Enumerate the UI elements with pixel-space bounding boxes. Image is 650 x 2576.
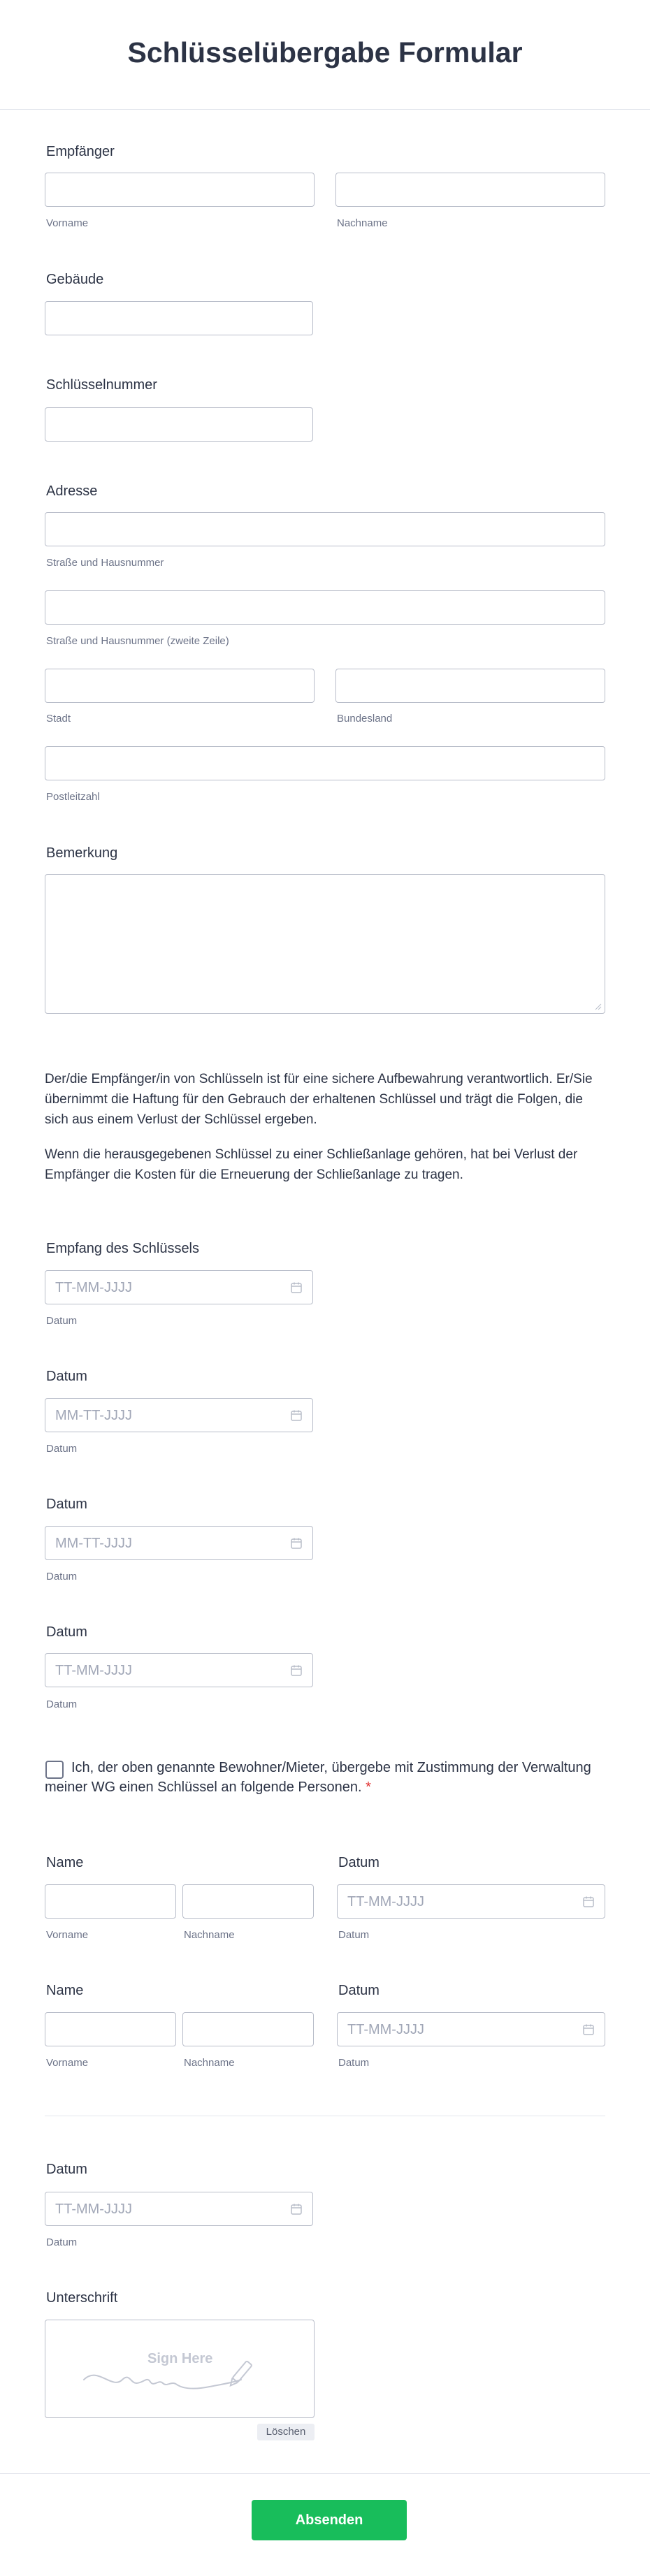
required-mark: * xyxy=(366,1780,371,1795)
calendar-icon[interactable] xyxy=(582,1895,595,1908)
person-2-name-label: Name xyxy=(46,1983,84,1998)
header-divider xyxy=(0,109,650,110)
key-receipt-date-input[interactable] xyxy=(45,1270,313,1304)
calendar-icon[interactable] xyxy=(290,1664,303,1677)
recipient-last-name-input[interactable] xyxy=(335,173,605,207)
person-1-last-sublabel: Nachname xyxy=(184,1929,235,1941)
street-input[interactable] xyxy=(45,512,605,546)
recipient-label: Empfänger xyxy=(46,144,115,159)
building-input[interactable] xyxy=(45,301,313,335)
recipient-last-sublabel: Nachname xyxy=(337,217,388,229)
date-placeholder: TT-MM-JJJJ xyxy=(55,1663,132,1678)
remark-label: Bemerkung xyxy=(46,845,118,861)
city-sublabel: Stadt xyxy=(46,713,71,725)
calendar-icon[interactable] xyxy=(290,1281,303,1294)
person-1-date-sublabel: Datum xyxy=(338,1929,370,1941)
zip-sublabel: Postleitzahl xyxy=(46,791,100,803)
calendar-icon[interactable] xyxy=(290,1537,303,1550)
signature-hint: Sign Here xyxy=(147,2351,213,2366)
date-3-label: Datum xyxy=(46,1497,87,1512)
date-4-input[interactable] xyxy=(45,1653,313,1687)
city-input[interactable] xyxy=(45,669,315,703)
person-2-date-label: Datum xyxy=(338,1983,380,1998)
person-2-last-name-input[interactable] xyxy=(182,2012,314,2046)
final-date-label: Datum xyxy=(46,2162,87,2177)
submit-button[interactable]: Absenden xyxy=(252,2500,407,2540)
recipient-first-sublabel: Vorname xyxy=(46,217,89,229)
date-2-input[interactable] xyxy=(45,1398,313,1432)
footer-divider xyxy=(0,2473,650,2474)
date-4-label: Datum xyxy=(46,1624,87,1640)
date-placeholder: TT-MM-JJJJ xyxy=(347,1894,424,1909)
street-sublabel: Straße und Hausnummer xyxy=(46,557,164,569)
date-placeholder: MM-TT-JJJJ xyxy=(55,1408,132,1423)
notice-paragraph-1: Der/die Empfänger/in von Schlüsseln ist für eine sichere Aufbewahrung verantwortlich. Er/Sie übernimmt die Haftung für den Gebrauch der erhaltenen Schlüssel und trägt die Folgen, die sich aus einem Verlust der Schlüssel ergeben. xyxy=(45,1072,593,1127)
notice-paragraph-2: Wenn die herausgegebenen Schlüssel zu einer Schließanlage gehören, hat bei Verlust der Empfänger die Kosten für die Erneuerung der Schließanlage zu tragen. xyxy=(45,1147,578,1182)
street2-input[interactable] xyxy=(45,590,605,625)
signature-scribble-icon xyxy=(80,2348,290,2404)
consent-text-block xyxy=(45,1758,604,1797)
state-input[interactable] xyxy=(335,669,605,703)
calendar-icon[interactable] xyxy=(582,2023,595,2036)
date-placeholder: TT-MM-JJJJ xyxy=(55,2202,132,2217)
date-2-label: Datum xyxy=(46,1369,87,1384)
date-placeholder: MM-TT-JJJJ xyxy=(55,1536,132,1551)
person-1-last-name-input[interactable] xyxy=(182,1884,314,1919)
date-4-sublabel: Datum xyxy=(46,1698,78,1710)
person-1-date-label: Datum xyxy=(338,1855,380,1870)
key-number-input[interactable] xyxy=(45,407,313,442)
signature-label: Unterschrift xyxy=(46,2290,118,2306)
street2-sublabel: Straße und Hausnummer (zweite Zeile) xyxy=(46,635,229,647)
signature-clear-button[interactable]: Löschen xyxy=(257,2424,315,2440)
person-1-first-sublabel: Vorname xyxy=(46,1929,89,1941)
date-placeholder: TT-MM-JJJJ xyxy=(347,2022,424,2037)
person-2-date-input[interactable] xyxy=(337,2012,605,2046)
page-title: Schlüsselübergabe Formular xyxy=(127,36,523,68)
signature-pad[interactable] xyxy=(45,2320,315,2418)
state-sublabel: Bundesland xyxy=(337,713,393,725)
consent-text: Ich, der oben genannte Bewohner/Mieter, übergebe mit Zustimmung der Verwaltung meiner WG einen Schlüssel an folgende Personen. xyxy=(45,1760,591,1795)
address-label: Adresse xyxy=(46,483,98,499)
person-1-name-label: Name xyxy=(46,1855,84,1870)
resize-handle-icon[interactable] xyxy=(595,1003,602,1010)
person-2-first-name-input[interactable] xyxy=(45,2012,176,2046)
key-receipt-label: Empfang des Schlüssels xyxy=(46,1241,200,1256)
person-2-last-sublabel: Nachname xyxy=(184,2057,235,2069)
calendar-icon[interactable] xyxy=(290,1409,303,1422)
remark-textarea[interactable] xyxy=(45,874,605,1014)
final-date-input[interactable] xyxy=(45,2192,313,2226)
calendar-icon[interactable] xyxy=(290,2203,303,2215)
zip-input[interactable] xyxy=(45,746,605,780)
key-number-label: Schlüsselnummer xyxy=(46,377,157,393)
person-1-first-name-input[interactable] xyxy=(45,1884,176,1919)
date-3-input[interactable] xyxy=(45,1526,313,1560)
person-2-date-sublabel: Datum xyxy=(338,2057,370,2069)
person-2-first-sublabel: Vorname xyxy=(46,2057,89,2069)
person-1-date-input[interactable] xyxy=(337,1884,605,1919)
key-receipt-sublabel: Datum xyxy=(46,1315,78,1327)
recipient-first-name-input[interactable] xyxy=(45,173,315,207)
building-label: Gebäude xyxy=(46,272,104,287)
final-date-sublabel: Datum xyxy=(46,2236,78,2248)
date-2-sublabel: Datum xyxy=(46,1443,78,1455)
date-placeholder: TT-MM-JJJJ xyxy=(55,1280,132,1295)
date-3-sublabel: Datum xyxy=(46,1571,78,1582)
